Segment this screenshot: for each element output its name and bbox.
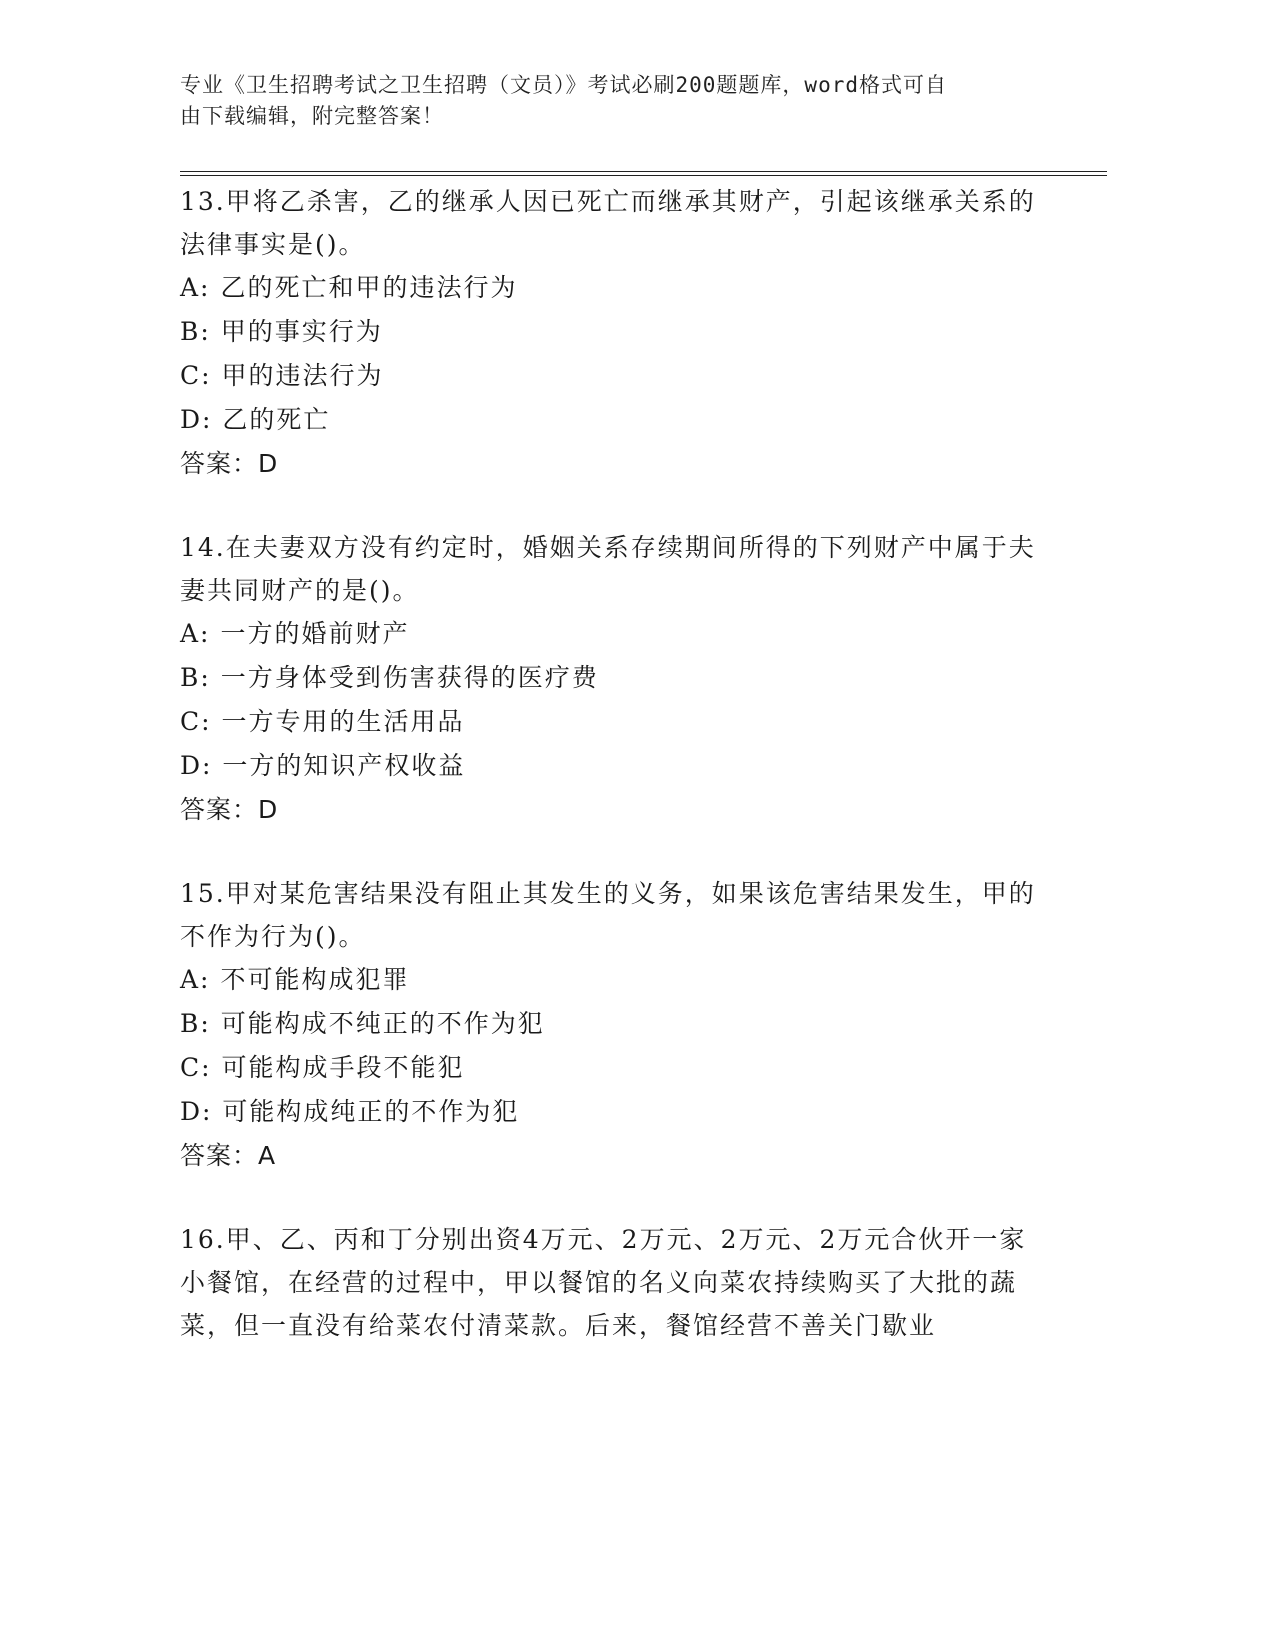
option-c [180,700,1040,744]
option-a [180,958,1040,1002]
question-14 [180,526,1040,832]
option-letter: B: [180,317,211,346]
question-stem: 16.甲、乙、丙和丁分别出资4万元、2万元、2万元、2万元合伙开一家小餐馆，在经营的过程中，甲以餐馆的名义向菜农持续购买了大批的蔬菜，但一直没有给菜农付清菜款。后来，餐馆经营不善关门歇业 [180,1225,1027,1340]
answer-label: 答案：A [180,1141,277,1170]
option-text: 乙的死亡和甲的违法行为 [220,273,518,302]
option-text: 甲的违法行为 [221,361,384,390]
option-c [180,354,1040,398]
question-stem: 13.甲将乙杀害，乙的继承人因已死亡而继承其财产，引起该继承关系的法律事实是()。 [180,187,1036,259]
option-text: 不可能构成犯罪 [220,965,410,994]
option-letter: D: [180,1097,213,1126]
option-c [180,1046,1040,1090]
header-divider-top [180,171,1107,172]
option-letter: D: [180,751,213,780]
option-text: 一方的婚前财产 [220,619,410,648]
question-16 [180,1218,1040,1347]
question-stem: 14.在夫妻双方没有约定时，婚姻关系存续期间所得的下列财产中属于夫妻共同财产的是()。 [180,533,1036,605]
option-text: 可能构成手段不能犯 [221,1053,465,1082]
option-letter: A: [180,273,211,302]
option-letter: A: [180,619,211,648]
option-d [180,398,1040,442]
option-b [180,1002,1040,1046]
option-d [180,1090,1040,1134]
option-letter: D: [180,405,213,434]
document-header [180,70,1040,132]
option-letter: C: [180,1053,212,1082]
option-a [180,266,1040,310]
option-text: 一方的知识产权收益 [222,751,466,780]
question-stem: 15.甲对某危害结果没有阻止其发生的义务，如果该危害结果发生，甲的不作为行为()。 [180,879,1036,951]
question-15 [180,872,1040,1178]
option-text: 可能构成不纯正的不作为犯 [220,1009,545,1038]
option-text: 可能构成纯正的不作为犯 [222,1097,520,1126]
answer-label: 答案：D [180,449,279,478]
option-text: 甲的事实行为 [220,317,383,346]
option-letter: A: [180,965,211,994]
option-text: 乙的死亡 [222,405,331,434]
option-d [180,744,1040,788]
option-letter: B: [180,663,211,692]
option-letter: C: [180,361,212,390]
header-divider-bottom [180,175,1107,176]
option-letter: C: [180,707,212,736]
option-a [180,612,1040,656]
option-b [180,310,1040,354]
option-letter: B: [180,1009,211,1038]
header-line-2: 由下载编辑，附完整答案！ [180,104,444,128]
answer-label: 答案：D [180,795,279,824]
option-b [180,656,1040,700]
header-line-1: 专业《卫生招聘考试之卫生招聘（文员）》考试必刷200题题库，word格式可自 [180,73,947,97]
question-list [180,180,1040,1387]
option-text: 一方身体受到伤害获得的医疗费 [220,663,599,692]
option-text: 一方专用的生活用品 [221,707,465,736]
question-13 [180,180,1040,486]
